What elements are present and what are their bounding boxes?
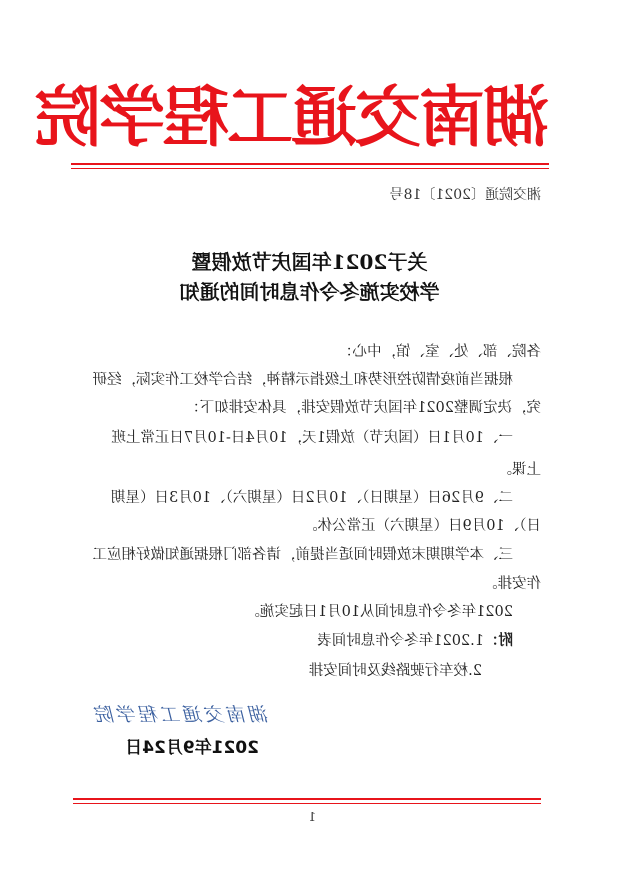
body-paragraph: 二、9月26日（星期日）、10月2日（星期六）、10月3日（星期 — [110, 490, 513, 506]
body-paragraph: 究，决定调整2021年国庆节放假安排，具体安排如下： — [185, 400, 541, 416]
institution-masthead: 湖南交通工程学院 — [37, 78, 549, 156]
body-paragraph: 三、本学期期末放假时间适当提前，请各部门根据通知做好相应工 — [92, 547, 513, 563]
body-paragraph: 2021年冬令作息时间从10月1日起实施。 — [245, 604, 513, 620]
document-number: 湘交院通〔2021〕18号 — [389, 187, 541, 203]
attachment-item: 2.校车行驶路线及时间安排 — [308, 663, 482, 679]
footer-rule-top — [73, 798, 541, 800]
body-paragraph: 日）、10月9日（星期六）正常公休。 — [303, 518, 541, 534]
page-number: 1 — [308, 810, 316, 824]
body-paragraph: 作安排。 — [483, 576, 541, 592]
body-paragraph: 上课。 — [497, 462, 541, 478]
attachment-line-1 — [317, 629, 513, 650]
attachment-item: 1.2021年冬令作息时间表 — [317, 633, 484, 649]
salutation: 各院、部、处、室、馆，中心： — [338, 344, 541, 360]
title-line-2: 学校实施冬令作息时间的通知 — [179, 280, 440, 304]
body-paragraph: 根据当前疫情防控形势和上级指示精神，结合学校工作实际，经研 — [92, 372, 513, 388]
title-line-1: 关于2021年国庆节放假暨 — [191, 250, 428, 274]
institution-seal: 湖南交通工程学院 — [92, 704, 269, 726]
masthead-rule-top — [71, 163, 549, 165]
body-paragraph: 一、10月1日（国庆节）放假1天，10月4日-10月7日正常上班 — [111, 430, 513, 446]
issue-date: 2021年9月24日 — [125, 738, 259, 758]
footer-rule-bottom — [73, 803, 541, 804]
attachment-label: 附： — [484, 632, 513, 649]
masthead-rule-bottom — [71, 168, 549, 169]
